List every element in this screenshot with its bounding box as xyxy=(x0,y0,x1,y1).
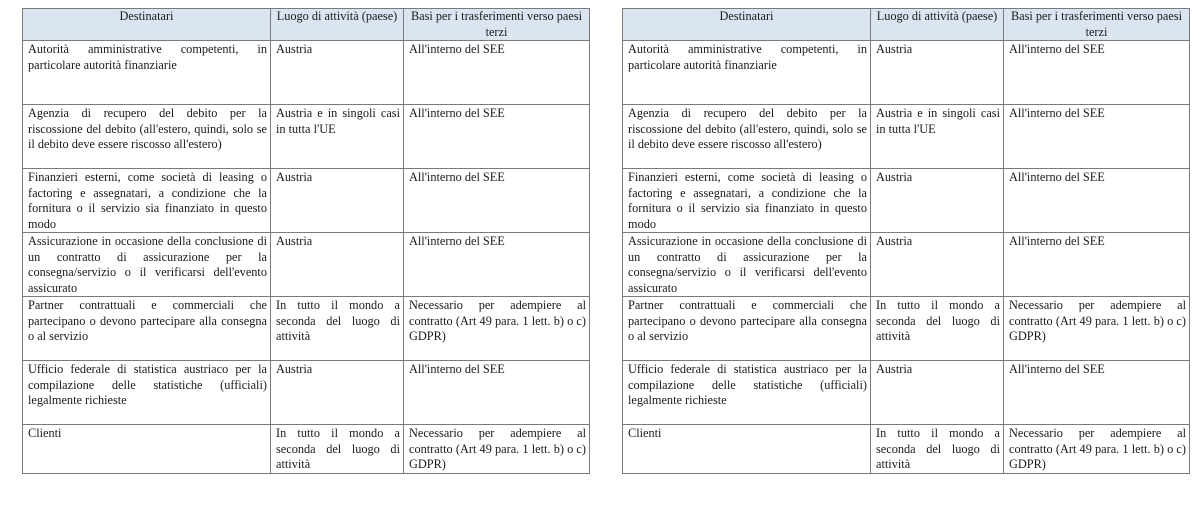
header-location: Luogo di attività (paese) xyxy=(271,9,404,41)
recipient-cell: Finanzieri esterni, come società di leasing o factoring e assegnatari, a condizione che la fornitura o il servizio sia finanziato in questo modo xyxy=(23,169,271,233)
location-cell: Austria xyxy=(271,41,404,105)
basis-cell: All'interno del SEE xyxy=(404,169,590,233)
recipient-cell: Finanzieri esterni, come società di leasing o factoring e assegnatari, a condizione che la fornitura o il servizio sia finanziato in questo modo xyxy=(623,169,871,233)
table-row xyxy=(23,105,590,169)
header-recipients: Destinatari xyxy=(623,9,871,41)
recipient-cell: Autorità amministrative competenti, in particolare autorità finanziarie xyxy=(23,41,271,105)
table-row xyxy=(623,105,1190,169)
recipient-cell: Ufficio federale di statistica austriaco per la compilazione delle statistiche (ufficiali) legalmente richieste xyxy=(623,361,871,425)
header-basis: Basi per i trasferimenti verso paesi terzi xyxy=(404,9,590,41)
recipient-cell: Partner contrattuali e commerciali che partecipano o devono partecipare alla consegna o al servizio xyxy=(623,297,871,361)
header-location: Luogo di attività (paese) xyxy=(871,9,1004,41)
basis-cell: All'interno del SEE xyxy=(404,233,590,297)
location-cell: Austria xyxy=(871,361,1004,425)
table-header-row xyxy=(623,9,1190,41)
basis-cell: All'interno del SEE xyxy=(404,361,590,425)
basis-cell: Necessario per adempiere al contratto (Art 49 para. 1 lett. b) o c) GDPR) xyxy=(404,425,590,474)
recipient-cell: Ufficio federale di statistica austriaco per la compilazione delle statistiche (ufficiali) legalmente richieste xyxy=(23,361,271,425)
table-row xyxy=(23,41,590,105)
basis-cell: All'interno del SEE xyxy=(1004,105,1190,169)
recipient-cell: Assicurazione in occasione della conclusione di un contratto di assicurazione per la consegna/servizio o il verificarsi dell'evento assicurato xyxy=(23,233,271,297)
table-row xyxy=(23,425,590,474)
table-row xyxy=(23,297,590,361)
location-cell: Austria xyxy=(271,169,404,233)
recipients-table-left xyxy=(22,8,590,474)
basis-cell: Necessario per adempiere al contratto (Art 49 para. 1 lett. b) o c) GDPR) xyxy=(1004,425,1190,474)
location-cell: In tutto il mondo a seconda del luogo di attività xyxy=(271,425,404,474)
basis-cell: All'interno del SEE xyxy=(1004,233,1190,297)
table-row xyxy=(23,361,590,425)
basis-cell: All'interno del SEE xyxy=(1004,169,1190,233)
recipient-cell: Partner contrattuali e commerciali che partecipano o devono partecipare alla consegna o al servizio xyxy=(23,297,271,361)
recipient-cell: Autorità amministrative competenti, in particolare autorità finanziarie xyxy=(623,41,871,105)
table-row xyxy=(623,169,1190,233)
basis-cell: All'interno del SEE xyxy=(1004,41,1190,105)
location-cell: Austria xyxy=(871,233,1004,297)
location-cell: In tutto il mondo a seconda del luogo di attività xyxy=(271,297,404,361)
basis-cell: Necessario per adempiere al contratto (Art 49 para. 1 lett. b) o c) GDPR) xyxy=(1004,297,1190,361)
location-cell: In tutto il mondo a seconda del luogo di attività xyxy=(871,425,1004,474)
recipient-cell: Clienti xyxy=(23,425,271,474)
location-cell: Austria xyxy=(871,169,1004,233)
table-row xyxy=(23,233,590,297)
basis-cell: Necessario per adempiere al contratto (Art 49 para. 1 lett. b) o c) GDPR) xyxy=(404,297,590,361)
location-cell: Austria e in singoli casi in tutta l'UE xyxy=(871,105,1004,169)
recipient-cell: Clienti xyxy=(623,425,871,474)
location-cell: Austria e in singoli casi in tutta l'UE xyxy=(271,105,404,169)
location-cell: Austria xyxy=(271,361,404,425)
basis-cell: All'interno del SEE xyxy=(404,105,590,169)
recipients-table-right xyxy=(622,8,1190,474)
table-row xyxy=(623,361,1190,425)
table-row xyxy=(23,169,590,233)
basis-cell: All'interno del SEE xyxy=(1004,361,1190,425)
table-row xyxy=(623,233,1190,297)
header-basis: Basi per i trasferimenti verso paesi terzi xyxy=(1004,9,1190,41)
table-row xyxy=(623,425,1190,474)
location-cell: Austria xyxy=(871,41,1004,105)
location-cell: In tutto il mondo a seconda del luogo di attività xyxy=(871,297,1004,361)
recipient-cell: Assicurazione in occasione della conclusione di un contratto di assicurazione per la consegna/servizio o il verificarsi dell'evento assicurato xyxy=(623,233,871,297)
recipient-cell: Agenzia di recupero del debito per la riscossione del debito (all'estero, quindi, solo se il debito deve essere riscosso all'estero) xyxy=(23,105,271,169)
location-cell: Austria xyxy=(271,233,404,297)
table-row xyxy=(623,41,1190,105)
recipient-cell: Agenzia di recupero del debito per la riscossione del debito (all'estero, quindi, solo se il debito deve essere riscosso all'estero) xyxy=(623,105,871,169)
table-row xyxy=(623,297,1190,361)
table-header-row xyxy=(23,9,590,41)
basis-cell: All'interno del SEE xyxy=(404,41,590,105)
header-recipients: Destinatari xyxy=(23,9,271,41)
